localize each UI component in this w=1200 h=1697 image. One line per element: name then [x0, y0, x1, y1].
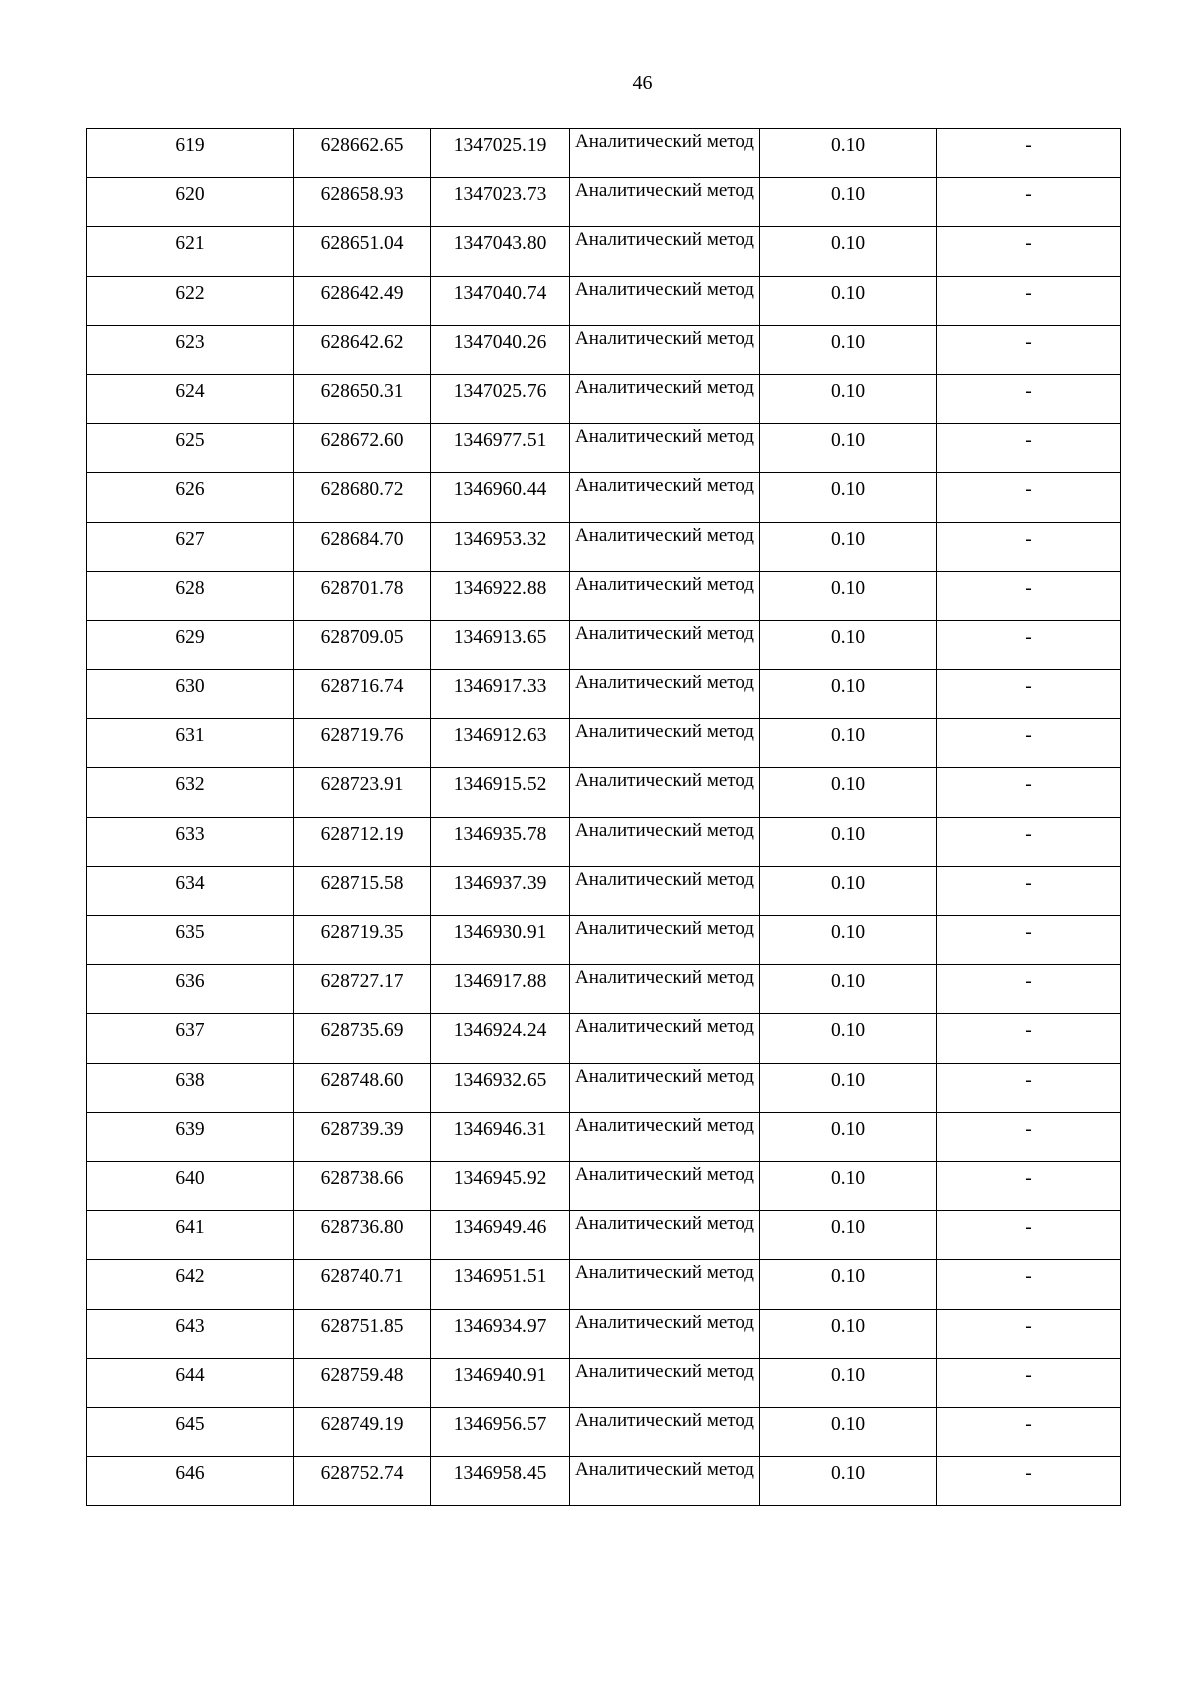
y-coordinate-cell: 1347023.73: [431, 178, 570, 227]
y-coordinate-cell: 1346932.65: [431, 1063, 570, 1112]
note-cell: -: [937, 719, 1121, 768]
y-coordinate-cell: 1346940.91: [431, 1358, 570, 1407]
method-cell: Аналитический метод: [570, 571, 760, 620]
y-coordinate-cell: 1346953.32: [431, 522, 570, 571]
precision-cell: 0.10: [760, 424, 937, 473]
y-coordinate-cell: 1346951.51: [431, 1260, 570, 1309]
precision-cell: 0.10: [760, 916, 937, 965]
x-coordinate-cell: 628684.70: [294, 522, 431, 571]
x-coordinate-cell: 628712.19: [294, 817, 431, 866]
table-row: [87, 768, 1121, 817]
point-number-cell: 629: [87, 620, 294, 669]
precision-cell: 0.10: [760, 1161, 937, 1210]
x-coordinate-cell: 628719.35: [294, 916, 431, 965]
method-cell: Аналитический метод: [570, 424, 760, 473]
y-coordinate-cell: 1346913.65: [431, 620, 570, 669]
y-coordinate-cell: 1346946.31: [431, 1112, 570, 1161]
y-coordinate-cell: 1346935.78: [431, 817, 570, 866]
x-coordinate-cell: 628658.93: [294, 178, 431, 227]
precision-cell: 0.10: [760, 571, 937, 620]
method-cell: Аналитический метод: [570, 522, 760, 571]
x-coordinate-cell: 628749.19: [294, 1407, 431, 1456]
y-coordinate-cell: 1347043.80: [431, 227, 570, 276]
method-cell: Аналитический метод: [570, 325, 760, 374]
note-cell: -: [937, 1014, 1121, 1063]
precision-cell: 0.10: [760, 325, 937, 374]
precision-cell: 0.10: [760, 1309, 937, 1358]
note-cell: -: [937, 916, 1121, 965]
table-row: [87, 276, 1121, 325]
method-cell: Аналитический метод: [570, 916, 760, 965]
y-coordinate-cell: 1347040.26: [431, 325, 570, 374]
method-cell: Аналитический метод: [570, 1161, 760, 1210]
method-cell: Аналитический метод: [570, 1260, 760, 1309]
note-cell: -: [937, 1457, 1121, 1506]
table-row: [87, 620, 1121, 669]
x-coordinate-cell: 628680.72: [294, 473, 431, 522]
table-row: [87, 1358, 1121, 1407]
table-row: [87, 473, 1121, 522]
point-number-cell: 645: [87, 1407, 294, 1456]
x-coordinate-cell: 628709.05: [294, 620, 431, 669]
note-cell: -: [937, 1260, 1121, 1309]
y-coordinate-cell: 1346956.57: [431, 1407, 570, 1456]
y-coordinate-cell: 1346937.39: [431, 866, 570, 915]
y-coordinate-cell: 1346930.91: [431, 916, 570, 965]
y-coordinate-cell: 1346915.52: [431, 768, 570, 817]
note-cell: -: [937, 522, 1121, 571]
table-row: [87, 1161, 1121, 1210]
page-number: 46: [632, 72, 653, 94]
method-cell: Аналитический метод: [570, 1457, 760, 1506]
point-number-cell: 643: [87, 1309, 294, 1358]
table-row: [87, 817, 1121, 866]
x-coordinate-cell: 628672.60: [294, 424, 431, 473]
precision-cell: 0.10: [760, 620, 937, 669]
table-row: [87, 1407, 1121, 1456]
point-number-cell: 636: [87, 965, 294, 1014]
note-cell: -: [937, 374, 1121, 423]
x-coordinate-cell: 628740.71: [294, 1260, 431, 1309]
table-row: [87, 178, 1121, 227]
table-row: [87, 374, 1121, 423]
precision-cell: 0.10: [760, 473, 937, 522]
method-cell: Аналитический метод: [570, 374, 760, 423]
note-cell: -: [937, 325, 1121, 374]
x-coordinate-cell: 628759.48: [294, 1358, 431, 1407]
note-cell: -: [937, 276, 1121, 325]
x-coordinate-cell: 628723.91: [294, 768, 431, 817]
method-cell: Аналитический метод: [570, 817, 760, 866]
x-coordinate-cell: 628662.65: [294, 129, 431, 178]
precision-cell: 0.10: [760, 1063, 937, 1112]
table-row: [87, 1457, 1121, 1506]
table-row: [87, 916, 1121, 965]
method-cell: Аналитический метод: [570, 227, 760, 276]
x-coordinate-cell: 628642.62: [294, 325, 431, 374]
method-cell: Аналитический метод: [570, 1358, 760, 1407]
x-coordinate-cell: 628751.85: [294, 1309, 431, 1358]
note-cell: -: [937, 817, 1121, 866]
y-coordinate-cell: 1347025.19: [431, 129, 570, 178]
x-coordinate-cell: 628738.66: [294, 1161, 431, 1210]
table-row: [87, 571, 1121, 620]
precision-cell: 0.10: [760, 1260, 937, 1309]
precision-cell: 0.10: [760, 1211, 937, 1260]
method-cell: Аналитический метод: [570, 1309, 760, 1358]
table-row: [87, 1063, 1121, 1112]
x-coordinate-cell: 628651.04: [294, 227, 431, 276]
y-coordinate-cell: 1346949.46: [431, 1211, 570, 1260]
method-cell: Аналитический метод: [570, 1407, 760, 1456]
x-coordinate-cell: 628739.39: [294, 1112, 431, 1161]
point-number-cell: 644: [87, 1358, 294, 1407]
point-number-cell: 634: [87, 866, 294, 915]
point-number-cell: 621: [87, 227, 294, 276]
precision-cell: 0.10: [760, 1014, 937, 1063]
point-number-cell: 631: [87, 719, 294, 768]
x-coordinate-cell: 628736.80: [294, 1211, 431, 1260]
table-row: [87, 227, 1121, 276]
method-cell: Аналитический метод: [570, 178, 760, 227]
point-number-cell: 628: [87, 571, 294, 620]
point-number-cell: 623: [87, 325, 294, 374]
method-cell: Аналитический метод: [570, 768, 760, 817]
x-coordinate-cell: 628650.31: [294, 374, 431, 423]
precision-cell: 0.10: [760, 1358, 937, 1407]
table-row: [87, 522, 1121, 571]
point-number-cell: 620: [87, 178, 294, 227]
point-number-cell: 638: [87, 1063, 294, 1112]
precision-cell: 0.10: [760, 374, 937, 423]
x-coordinate-cell: 628719.76: [294, 719, 431, 768]
note-cell: -: [937, 866, 1121, 915]
note-cell: -: [937, 178, 1121, 227]
note-cell: -: [937, 768, 1121, 817]
table-row: [87, 129, 1121, 178]
precision-cell: 0.10: [760, 1407, 937, 1456]
y-coordinate-cell: 1346917.33: [431, 670, 570, 719]
method-cell: Аналитический метод: [570, 1211, 760, 1260]
table-row: [87, 719, 1121, 768]
x-coordinate-cell: 628701.78: [294, 571, 431, 620]
method-cell: Аналитический метод: [570, 1063, 760, 1112]
y-coordinate-cell: 1346912.63: [431, 719, 570, 768]
method-cell: Аналитический метод: [570, 965, 760, 1014]
precision-cell: 0.10: [760, 965, 937, 1014]
method-cell: Аналитический метод: [570, 129, 760, 178]
precision-cell: 0.10: [760, 522, 937, 571]
note-cell: -: [937, 1211, 1121, 1260]
note-cell: -: [937, 1309, 1121, 1358]
table-row: [87, 325, 1121, 374]
table-row: [87, 424, 1121, 473]
note-cell: -: [937, 1112, 1121, 1161]
point-number-cell: 626: [87, 473, 294, 522]
point-number-cell: 641: [87, 1211, 294, 1260]
coordinates-table: [86, 128, 1121, 1506]
point-number-cell: 640: [87, 1161, 294, 1210]
note-cell: -: [937, 670, 1121, 719]
note-cell: -: [937, 227, 1121, 276]
table-row: [87, 965, 1121, 1014]
y-coordinate-cell: 1346945.92: [431, 1161, 570, 1210]
precision-cell: 0.10: [760, 817, 937, 866]
table-row: [87, 1211, 1121, 1260]
x-coordinate-cell: 628715.58: [294, 866, 431, 915]
precision-cell: 0.10: [760, 866, 937, 915]
precision-cell: 0.10: [760, 1112, 937, 1161]
point-number-cell: 624: [87, 374, 294, 423]
x-coordinate-cell: 628735.69: [294, 1014, 431, 1063]
x-coordinate-cell: 628752.74: [294, 1457, 431, 1506]
point-number-cell: 625: [87, 424, 294, 473]
x-coordinate-cell: 628716.74: [294, 670, 431, 719]
method-cell: Аналитический метод: [570, 1014, 760, 1063]
note-cell: -: [937, 424, 1121, 473]
note-cell: -: [937, 1063, 1121, 1112]
note-cell: -: [937, 1407, 1121, 1456]
point-number-cell: 619: [87, 129, 294, 178]
x-coordinate-cell: 628642.49: [294, 276, 431, 325]
precision-cell: 0.10: [760, 768, 937, 817]
point-number-cell: 642: [87, 1260, 294, 1309]
point-number-cell: 635: [87, 916, 294, 965]
point-number-cell: 632: [87, 768, 294, 817]
x-coordinate-cell: 628748.60: [294, 1063, 431, 1112]
point-number-cell: 622: [87, 276, 294, 325]
table-row: [87, 1309, 1121, 1358]
y-coordinate-cell: 1347025.76: [431, 374, 570, 423]
note-cell: -: [937, 620, 1121, 669]
y-coordinate-cell: 1347040.74: [431, 276, 570, 325]
point-number-cell: 627: [87, 522, 294, 571]
table-row: [87, 866, 1121, 915]
table-row: [87, 1112, 1121, 1161]
x-coordinate-cell: 628727.17: [294, 965, 431, 1014]
method-cell: Аналитический метод: [570, 620, 760, 669]
note-cell: -: [937, 1358, 1121, 1407]
table-row: [87, 1014, 1121, 1063]
y-coordinate-cell: 1346977.51: [431, 424, 570, 473]
point-number-cell: 637: [87, 1014, 294, 1063]
y-coordinate-cell: 1346934.97: [431, 1309, 570, 1358]
method-cell: Аналитический метод: [570, 276, 760, 325]
precision-cell: 0.10: [760, 227, 937, 276]
table-row: [87, 1260, 1121, 1309]
method-cell: Аналитический метод: [570, 473, 760, 522]
coordinates-table-body: [87, 129, 1121, 1506]
precision-cell: 0.10: [760, 1457, 937, 1506]
y-coordinate-cell: 1346958.45: [431, 1457, 570, 1506]
precision-cell: 0.10: [760, 276, 937, 325]
method-cell: Аналитический метод: [570, 670, 760, 719]
y-coordinate-cell: 1346917.88: [431, 965, 570, 1014]
precision-cell: 0.10: [760, 719, 937, 768]
note-cell: -: [937, 1161, 1121, 1210]
point-number-cell: 633: [87, 817, 294, 866]
method-cell: Аналитический метод: [570, 866, 760, 915]
point-number-cell: 630: [87, 670, 294, 719]
method-cell: Аналитический метод: [570, 1112, 760, 1161]
y-coordinate-cell: 1346924.24: [431, 1014, 570, 1063]
precision-cell: 0.10: [760, 670, 937, 719]
method-cell: Аналитический метод: [570, 719, 760, 768]
y-coordinate-cell: 1346922.88: [431, 571, 570, 620]
precision-cell: 0.10: [760, 129, 937, 178]
note-cell: -: [937, 965, 1121, 1014]
y-coordinate-cell: 1346960.44: [431, 473, 570, 522]
table-row: [87, 670, 1121, 719]
note-cell: -: [937, 129, 1121, 178]
note-cell: -: [937, 473, 1121, 522]
point-number-cell: 646: [87, 1457, 294, 1506]
precision-cell: 0.10: [760, 178, 937, 227]
point-number-cell: 639: [87, 1112, 294, 1161]
note-cell: -: [937, 571, 1121, 620]
